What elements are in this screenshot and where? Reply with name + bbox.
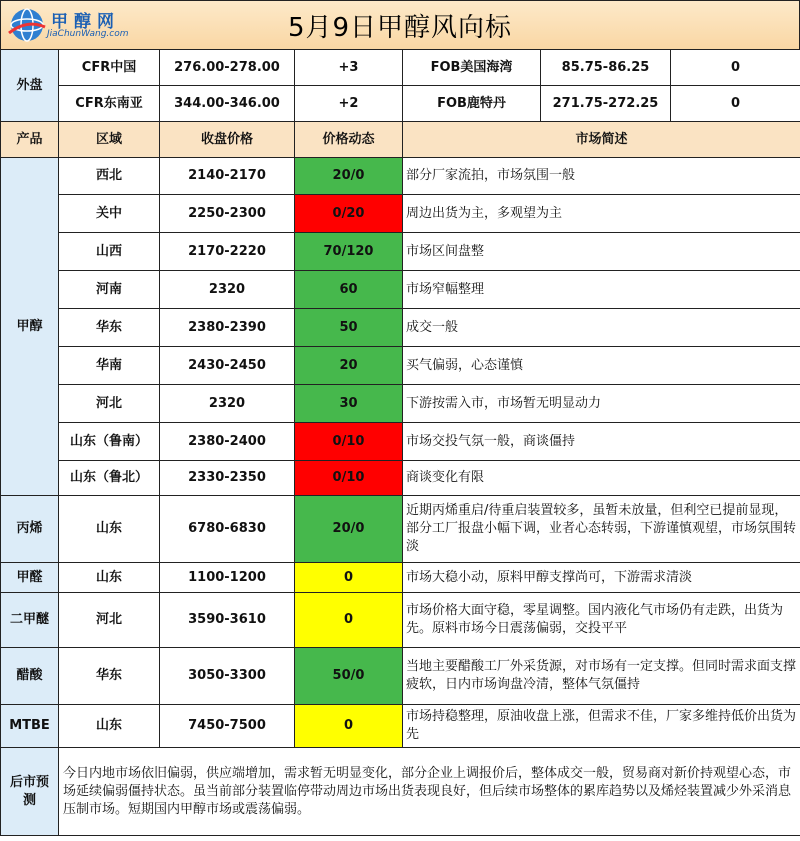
change-cell: 20 [295, 347, 403, 385]
change-cell: 0/20 [295, 195, 403, 233]
outer-name: FOB鹿特丹 [403, 86, 541, 122]
desc-cell: 当地主要醋酸工厂外采货源，对市场有一定支撑。但同时需求面支撑疲软，日内市场询盘冷清，整体气氛僵持 [403, 648, 800, 705]
desc-cell: 成交一般 [403, 309, 800, 347]
outer-price: 85.75-86.25 [541, 50, 671, 86]
outer-price: 271.75-272.25 [541, 86, 671, 122]
product-cell: MTBE [1, 705, 59, 748]
price-cell: 2140-2170 [160, 158, 295, 195]
logo-name: 甲醇网 [51, 12, 120, 32]
product-cell: 二甲醚 [1, 593, 59, 648]
desc-cell: 买气偏弱，心态谨慎 [403, 347, 800, 385]
methanol-row [1, 195, 800, 233]
desc-cell: 市场价格大面守稳，零星调整。国内液化气市场仍有走跌，出货为先。原料市场今日震荡偏弱，交投平平 [403, 593, 800, 648]
desc-cell: 近期丙烯重启/待重启装置较多，虽暂未放量，但利空已提前显现，部分工厂报盘小幅下调，业者心态转弱，下游谨慎观望，市场氛围转淡 [403, 496, 800, 563]
outer-row-2 [1, 86, 800, 122]
page-title: 5月9日甲醇风向标 [287, 12, 513, 43]
change-cell: 0/10 [295, 461, 403, 496]
column-header-product: 产品 [1, 122, 59, 158]
price-cell: 7450-7500 [160, 705, 295, 748]
price-cell: 1100-1200 [160, 563, 295, 593]
region-cell: 山东 [59, 563, 160, 593]
desc-cell: 市场窄幅整理 [403, 271, 800, 309]
forecast-label: 后市预测 [1, 748, 59, 836]
region-cell: 山东 [59, 705, 160, 748]
desc-cell: 市场大稳小动，原料甲醇支撑尚可，下游需求清淡 [403, 563, 800, 593]
methanol-row [1, 347, 800, 385]
change-cell: 0 [295, 593, 403, 648]
price-cell: 2250-2300 [160, 195, 295, 233]
product-cell: 醋酸 [1, 648, 59, 705]
product-row-formaldehyde [1, 563, 800, 593]
region-cell: 河北 [59, 593, 160, 648]
change-cell: 20/0 [295, 496, 403, 563]
region-cell: 山东 [59, 496, 160, 563]
region-cell: 华东 [59, 309, 160, 347]
methanol-row [1, 158, 800, 195]
outer-name: CFR东南亚 [59, 86, 160, 122]
region-cell: 关中 [59, 195, 160, 233]
title-bar [0, 0, 800, 49]
desc-cell: 商谈变化有限 [403, 461, 800, 496]
outer-price: 344.00-346.00 [160, 86, 295, 122]
column-header-region: 区域 [59, 122, 160, 158]
outer-market-label: 外盘 [1, 50, 59, 122]
price-cell: 2170-2220 [160, 233, 295, 271]
region-cell: 华南 [59, 347, 160, 385]
region-cell: 河南 [59, 271, 160, 309]
outer-change: 0 [671, 50, 800, 86]
column-header-price: 收盘价格 [160, 122, 295, 158]
change-cell: 50 [295, 309, 403, 347]
product-row-propylene [1, 496, 800, 563]
methanol-row [1, 423, 800, 461]
forecast-row [1, 748, 800, 836]
price-cell: 3590-3610 [160, 593, 295, 648]
change-cell: 0 [295, 705, 403, 748]
region-cell: 华东 [59, 648, 160, 705]
column-header-desc: 市场简述 [403, 122, 800, 158]
product-cell: 丙烯 [1, 496, 59, 563]
desc-cell: 部分厂家流拍，市场氛围一般 [403, 158, 800, 195]
column-header-change: 价格动态 [295, 122, 403, 158]
desc-cell: 下游按需入市，市场暂无明显动力 [403, 385, 800, 423]
forecast-text: 今日内地市场依旧偏弱，供应端增加，需求暂无明显变化，部分企业上调报价后，整体成交一般，贸易商对新价持观望心态，市场延续偏弱僵持状态。虽当前部分装置临停带动周边市场出货表现良好，但后续市场整体的累库趋势以及烯烃装置减少外采消息压制市场。短期国内甲醇市场或震荡偏弱。 [59, 748, 800, 836]
price-cell: 3050-3300 [160, 648, 295, 705]
change-cell: 50/0 [295, 648, 403, 705]
outer-name: FOB美国海湾 [403, 50, 541, 86]
product-row-mtbe [1, 705, 800, 748]
price-cell: 2320 [160, 385, 295, 423]
change-cell: 20/0 [295, 158, 403, 195]
desc-cell: 周边出货为主，多观望为主 [403, 195, 800, 233]
change-cell: 60 [295, 271, 403, 309]
product-row-dme [1, 593, 800, 648]
column-header-row [1, 122, 800, 158]
price-cell: 2430-2450 [160, 347, 295, 385]
change-cell: 30 [295, 385, 403, 423]
logo-url: JiaChunWang.com [47, 29, 129, 39]
price-cell: 6780-6830 [160, 496, 295, 563]
methanol-row [1, 233, 800, 271]
price-cell: 2330-2350 [160, 461, 295, 496]
region-cell: 山东（鲁北） [59, 461, 160, 496]
methanol-row [1, 271, 800, 309]
outer-name: CFR中国 [59, 50, 160, 86]
desc-cell: 市场区间盘整 [403, 233, 800, 271]
region-cell: 山东（鲁南） [59, 423, 160, 461]
product-row-acetic-acid [1, 648, 800, 705]
price-cell: 2380-2390 [160, 309, 295, 347]
region-cell: 河北 [59, 385, 160, 423]
change-cell: 70/120 [295, 233, 403, 271]
outer-change: 0 [671, 86, 800, 122]
product-cell: 甲醛 [1, 563, 59, 593]
price-cell: 2380-2400 [160, 423, 295, 461]
desc-cell: 市场交投气氛一般，商谈僵持 [403, 423, 800, 461]
outer-change: +3 [295, 50, 403, 86]
price-table [0, 49, 800, 836]
price-cell: 2320 [160, 271, 295, 309]
desc-cell: 市场持稳整理，原油收盘上涨，但需求不佳，厂家多维持低价出货为先 [403, 705, 800, 748]
change-cell: 0 [295, 563, 403, 593]
outer-row-1 [1, 50, 800, 86]
product-methanol: 甲醇 [1, 158, 59, 496]
outer-change: +2 [295, 86, 403, 122]
methanol-row [1, 385, 800, 423]
logo [7, 5, 127, 45]
methanol-row [1, 461, 800, 496]
methanol-row [1, 309, 800, 347]
region-cell: 西北 [59, 158, 160, 195]
outer-price: 276.00-278.00 [160, 50, 295, 86]
globe-logo-icon [7, 5, 47, 45]
region-cell: 山西 [59, 233, 160, 271]
change-cell: 0/10 [295, 423, 403, 461]
